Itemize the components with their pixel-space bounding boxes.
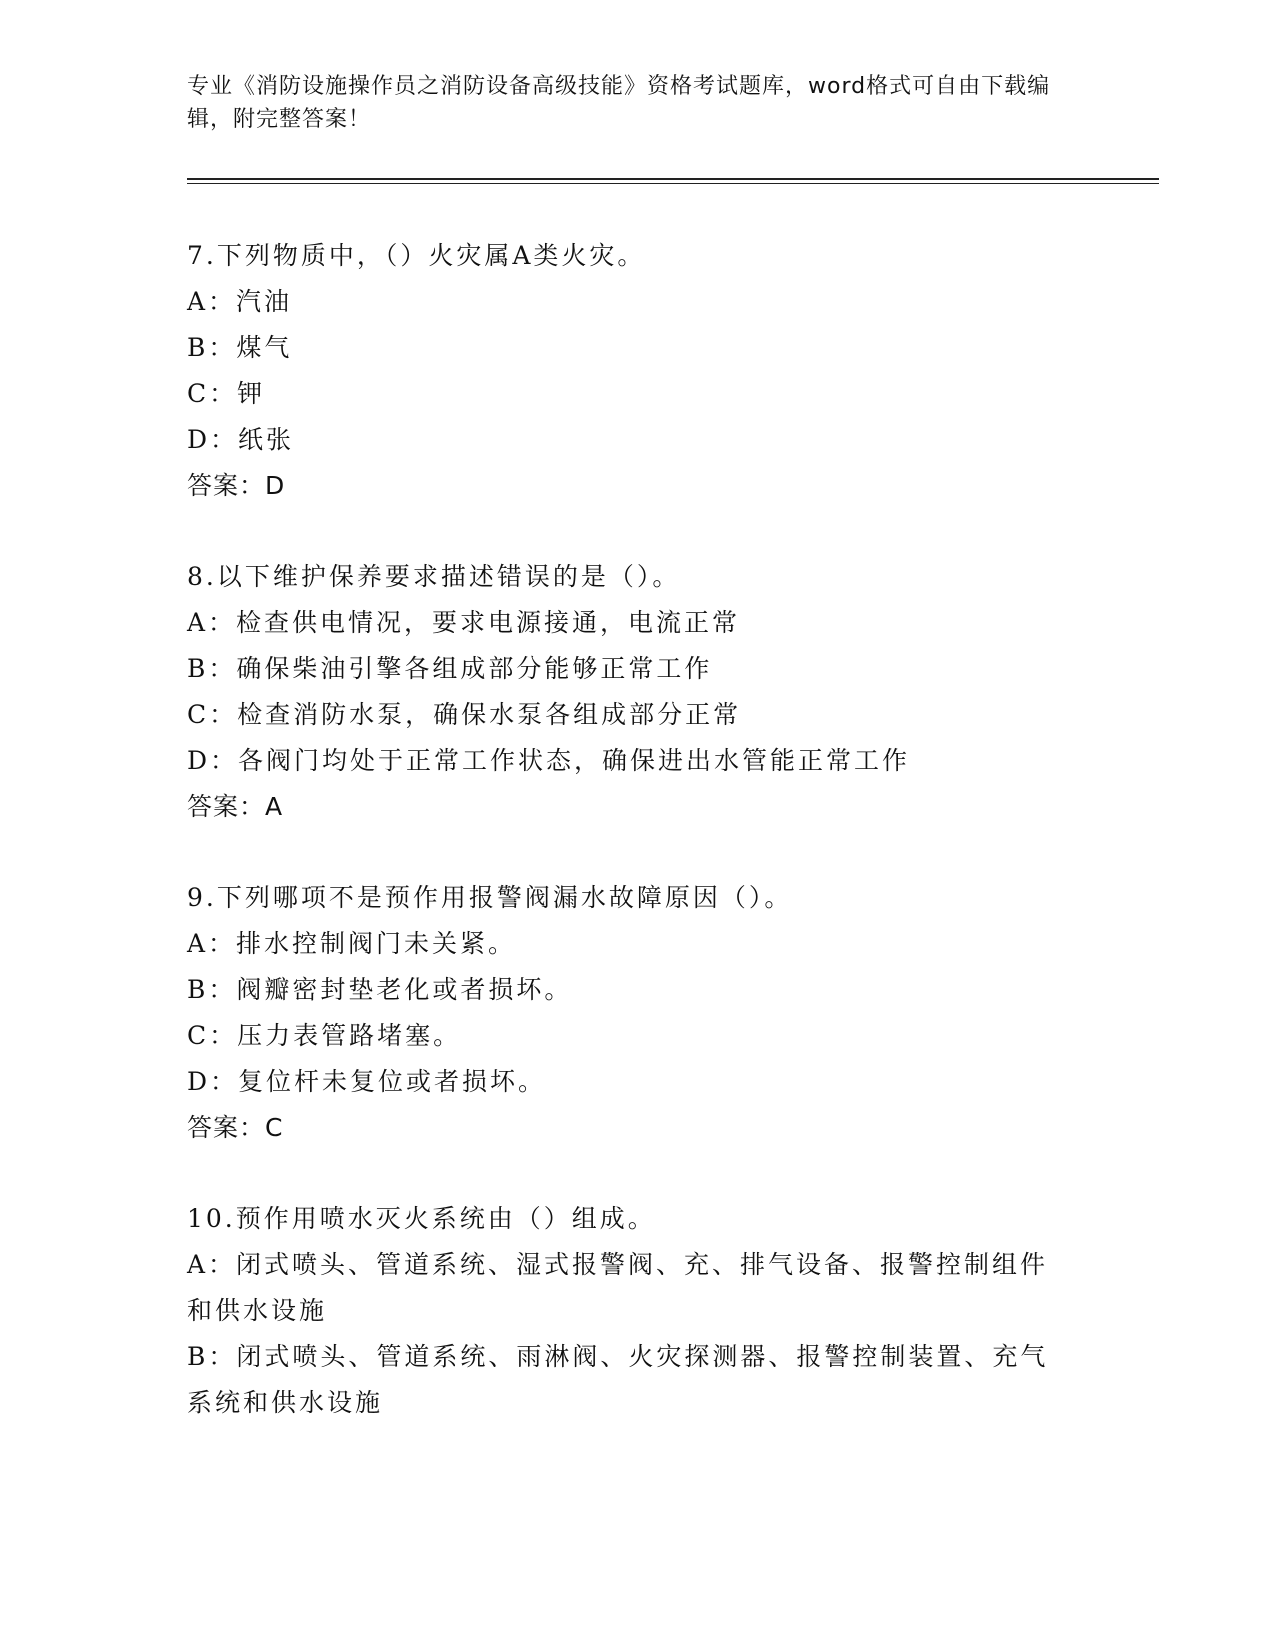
option-c: C：压力表管路堵塞。 xyxy=(187,1021,462,1050)
question-7 xyxy=(187,233,1087,509)
option-d: D：复位杆未复位或者损坏。 xyxy=(187,1067,547,1096)
option-a: A：检查供电情况，要求电源接通，电流正常 xyxy=(187,608,741,637)
option-a: A：排水控制阀门未关紧。 xyxy=(187,929,517,958)
question-stem: 9.下列哪项不是预作用报警阀漏水故障原因（）。 xyxy=(187,883,793,912)
option-b: B：确保柴油引擎各组成部分能够正常工作 xyxy=(187,654,713,683)
option-a: A：闭式喷头、管道系统、湿式报警阀、充、排气设备、报警控制组件和供水设施 xyxy=(187,1250,1049,1325)
option-d: D：各阀门均处于正常工作状态，确保进出水管能正常工作 xyxy=(187,746,911,775)
question-stem: 7.下列物质中，（）火灾属A类火灾。 xyxy=(187,241,646,270)
option-c: C：钾 xyxy=(187,379,266,408)
header-divider-thick xyxy=(187,178,1159,180)
question-list xyxy=(187,233,1087,1471)
option-d: D：纸张 xyxy=(187,425,295,454)
question-9 xyxy=(187,875,1087,1151)
question-stem: 8.以下维护保养要求描述错误的是（）。 xyxy=(187,562,681,591)
question-10 xyxy=(187,1196,1087,1426)
question-stem: 10.预作用喷水灭火系统由（）组成。 xyxy=(187,1204,656,1233)
answer-line: 答案：C xyxy=(187,1113,284,1142)
option-b: B：闭式喷头、管道系统、雨淋阀、火灾探测器、报警控制装置、充气系统和供水设施 xyxy=(187,1342,1049,1417)
option-c: C：检查消防水泵，确保水泵各组成部分正常 xyxy=(187,700,742,729)
option-b: B：阀瓣密封垫老化或者损坏。 xyxy=(187,975,573,1004)
option-b: B：煤气 xyxy=(187,333,293,362)
header-divider-thin xyxy=(187,183,1159,184)
answer-line: 答案：A xyxy=(187,792,284,821)
option-a: A：汽油 xyxy=(187,287,293,316)
document-header: 专业《消防设施操作员之消防设备高级技能》资格考试题库，word格式可自由下载编辑，附完整答案！ xyxy=(187,74,1051,132)
question-8 xyxy=(187,554,1087,830)
answer-line: 答案：D xyxy=(187,471,286,500)
